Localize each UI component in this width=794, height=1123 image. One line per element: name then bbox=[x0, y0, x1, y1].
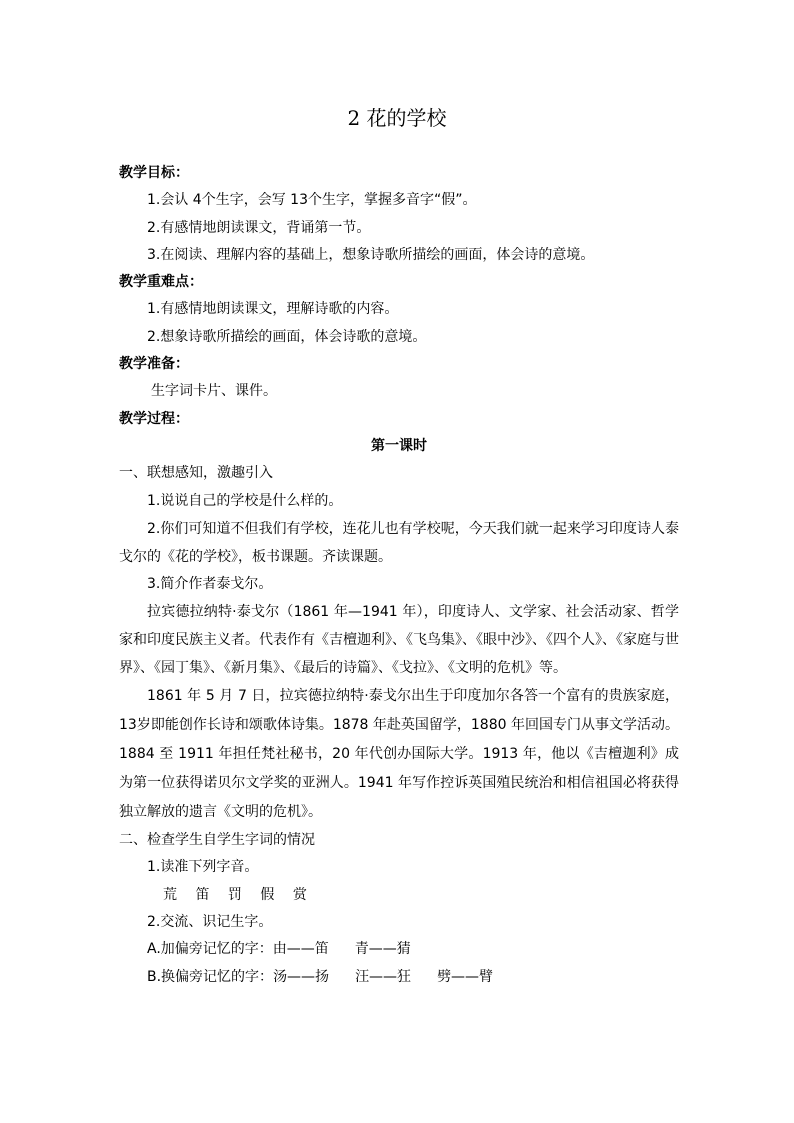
radical-swap-label: B.换偏旁记忆的字： bbox=[147, 968, 274, 985]
radical-add-row bbox=[119, 936, 679, 963]
character-pair: 劈——臂 bbox=[437, 968, 494, 985]
key-points-heading: 教学重难点： bbox=[119, 274, 203, 291]
section-1-item-1: 1.说说自己的学校是什么样的。 bbox=[147, 492, 343, 509]
goal-item-1: 1.会认 4个生字，会写 13个生字，掌握多音字“假”。 bbox=[147, 192, 477, 209]
key-point-item-2: 2.想象诗歌所描绘的画面，体会诗歌的意境。 bbox=[147, 328, 427, 345]
goal-item-2: 2.有感情地朗读课文，背诵第一节。 bbox=[147, 219, 371, 236]
section-1-item-2: 2.你们可知道不但我们有学校，连花儿也有学校呢，今天我们就一起来学习印度诗人泰戈尔的《花的学校》，板书课题。齐读课题。 bbox=[119, 520, 679, 565]
document-body bbox=[119, 160, 679, 991]
character-pair: 由——笛 bbox=[272, 941, 329, 958]
lesson-heading: 第一课时 bbox=[371, 437, 427, 454]
key-point-item-1: 1.有感情地朗读课文，理解诗歌的内容。 bbox=[147, 301, 399, 318]
section-1-heading: 一、联想感知，激趣引入 bbox=[119, 465, 273, 482]
section-2-item-2: 2.交流、识记生字。 bbox=[147, 914, 273, 931]
character: 假 bbox=[260, 886, 275, 903]
character-pair: 汪——狂 bbox=[355, 968, 412, 985]
character: 笛 bbox=[195, 886, 210, 903]
radical-swap-row bbox=[119, 964, 679, 991]
process-heading: 教学过程： bbox=[119, 410, 189, 427]
character: 赏 bbox=[292, 886, 307, 903]
author-intro-paragraph: 拉宾德拉纳特·泰戈尔（1861 年—1941 年），印度诗人、文学家、社会活动家、哲学家和印度民族主义者。代表作有《吉檀迦利》、《飞鸟集》、《眼中沙》、《四个人》、《家庭与世界》、《园丁集》、《新月集》、《最后的诗篇》、《戈拉》、《文明的危机》等。 bbox=[119, 604, 679, 677]
section-1-item-3: 3.简介作者泰戈尔。 bbox=[147, 575, 273, 592]
author-biography-paragraph: 1861 年 5 月 7 日，拉宾德拉纳特·泰戈尔出生于印度加尔各答一个富有的贵族家庭，13岁即能创作长诗和颂歌体诗集。1878 年赴英国留学，1880 年回国专门从事文学活动。1884 至 1911 年担任梵社秘书，20 年代创办国际大学。1913 年，他以《吉檀迦利》成为第一位获得诺贝尔文学奖的亚洲人。1941 年写作控诉英国殖民统治和相信祖国必将获得独立解放的遗言《文明的危机》。 bbox=[119, 688, 679, 821]
preparation-text: 生字词卡片、课件。 bbox=[151, 383, 277, 400]
section-2-heading: 二、检查学生自学生字词的情况 bbox=[119, 832, 315, 849]
goal-item-3: 3.在阅读、理解内容的基础上，想象诗歌所描绘的画面，体会诗的意境。 bbox=[147, 246, 595, 263]
goals-heading: 教学目标： bbox=[119, 165, 189, 181]
document-title: 2 花的学校 bbox=[347, 106, 447, 130]
character-pair: 青——猜 bbox=[354, 941, 411, 958]
character-pair: 汤——扬 bbox=[273, 968, 330, 985]
section-2-item-1: 1.读准下列字音。 bbox=[147, 859, 259, 876]
character: 荒 bbox=[163, 886, 177, 903]
character: 罚 bbox=[227, 886, 242, 903]
radical-add-label: A.加偏旁记忆的字： bbox=[147, 941, 273, 958]
preparation-heading: 教学准备： bbox=[119, 356, 189, 373]
pronunciation-characters bbox=[119, 882, 679, 909]
